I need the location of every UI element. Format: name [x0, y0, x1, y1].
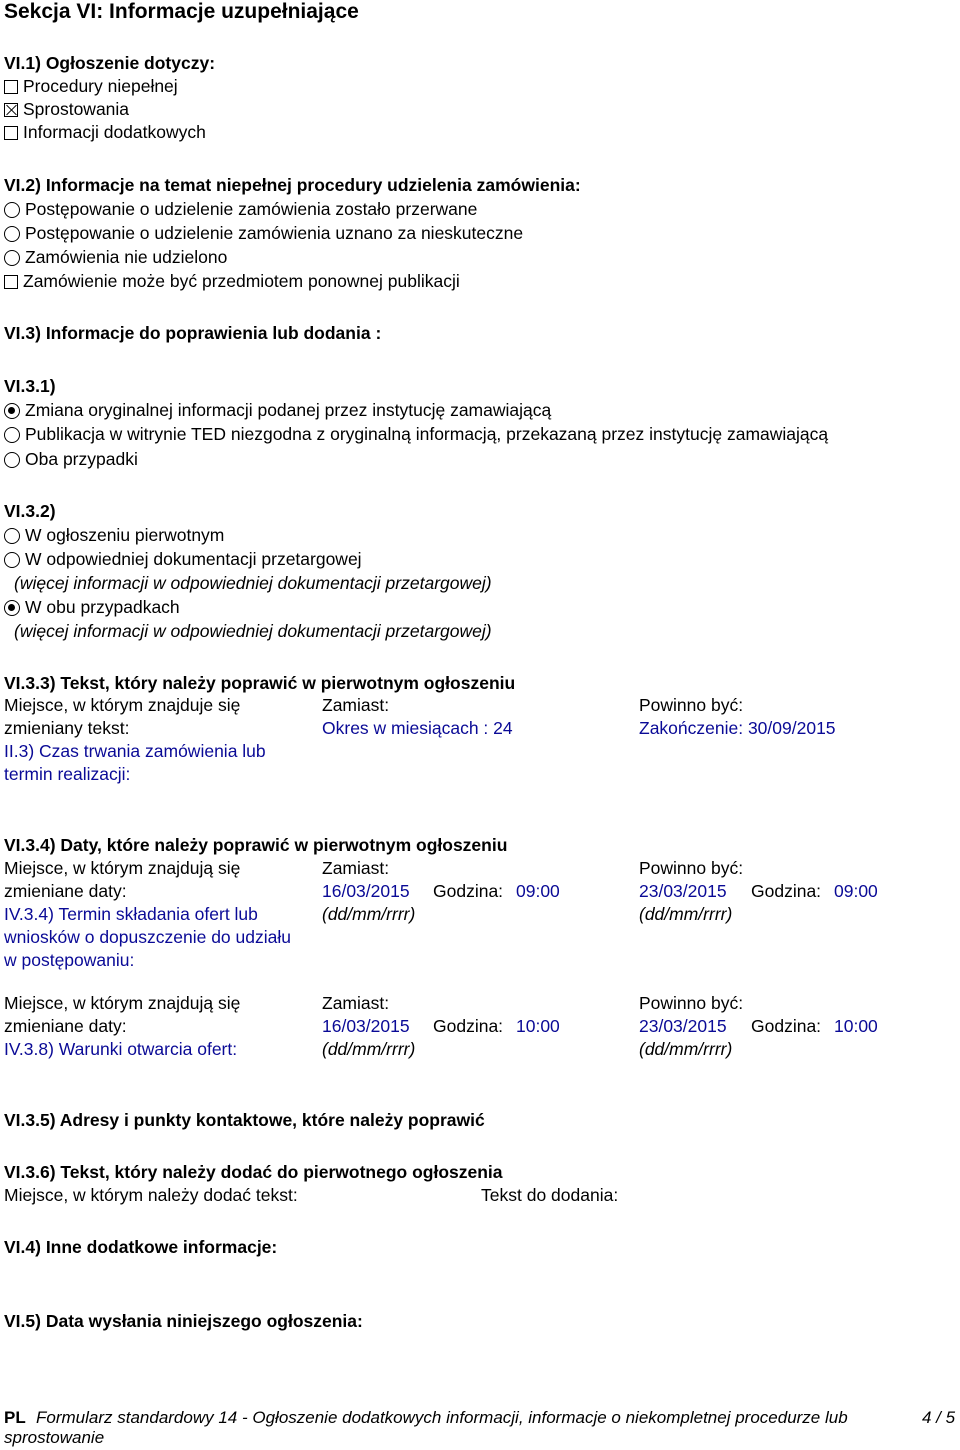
option-label: W ogłoszeniu pierwotnym: [25, 525, 225, 545]
vi34-should-label: Powinno być:: [639, 993, 744, 1013]
vi36-heading: VI.3.6) Tekst, który należy dodać do pierwotnego ogłoszenia: [4, 1162, 503, 1182]
vi36-place-label: Miejsce, w którym należy dodać tekst:: [4, 1185, 298, 1205]
vi34-place-value: IV.3.8) Warunki otwarcia ofert:: [4, 1039, 238, 1059]
vi34-time-label: Godzina:: [751, 881, 822, 901]
option-label: W odpowiedniej dokumentacji przetargowej: [25, 549, 362, 569]
vi34-date-format: (dd/mm/rrrr): [322, 1039, 416, 1059]
vi2-heading: VI.2) Informacje na temat niepełnej procedury udzielenia zamówienia:: [4, 175, 581, 195]
checkbox-empty-icon: [4, 126, 18, 140]
vi33-place-label: Miejsce, w którym znajduje się: [4, 695, 241, 715]
radio-checked-icon: [4, 600, 20, 616]
vi2-option-nieskuteczne[interactable]: [4, 222, 523, 246]
option-label: Zmiana oryginalnej informacji podanej przez instytucję zamawiającą: [25, 400, 552, 420]
vi32-option-pierwotne[interactable]: [4, 524, 224, 548]
vi36-text-label: Tekst do dodania:: [481, 1185, 619, 1205]
vi34-heading: VI.3.4) Daty, które należy poprawić w pierwotnym ogłoszeniu: [4, 835, 508, 855]
radio-empty-icon: [4, 226, 20, 242]
vi34-place-label: zmieniane daty:: [4, 881, 127, 901]
vi34-place-label: zmieniane daty:: [4, 1016, 127, 1036]
option-label: Postępowanie o udzielenie zamówienia zostało przerwane: [25, 199, 478, 219]
vi33-should-value: Zakończenie: 30/09/2015: [639, 718, 836, 738]
footer-form-title: sprostowanie: [4, 1428, 105, 1447]
vi32-option-obu[interactable]: [4, 596, 180, 620]
vi34-place-value: w postępowaniu:: [4, 950, 135, 970]
vi34-date-format: (dd/mm/rrrr): [322, 904, 416, 924]
vi34-should-date: 23/03/2015: [639, 1016, 727, 1036]
footer-page-number: 4 / 5: [922, 1408, 956, 1427]
checkbox-empty-icon: [4, 80, 18, 94]
radio-empty-icon: [4, 250, 20, 266]
vi34-place-value: IV.3.4) Termin składania ofert lub: [4, 904, 258, 924]
vi34-place-label: Miejsce, w którym znajdują się: [4, 858, 241, 878]
footer-form-title: Formularz standardowy 14 - Ogłoszenie dodatkowych informacji, informacje o niekompletnej procedurze lub: [36, 1408, 848, 1427]
radio-checked-icon: [4, 403, 20, 419]
radio-empty-icon: [4, 427, 20, 443]
vi34-instead-time: 10:00: [516, 1016, 560, 1036]
vi33-should-label: Powinno być:: [639, 695, 744, 715]
vi33-place-value: II.3) Czas trwania zamówienia lub: [4, 741, 266, 761]
vi32-heading: VI.3.2): [4, 501, 56, 521]
vi34-place-value: wniosków o dopuszczenie do udziału: [4, 927, 291, 947]
vi31-option-zmiana[interactable]: [4, 399, 551, 423]
vi1-heading: VI.1) Ogłoszenie dotyczy:: [4, 53, 216, 73]
vi1-option-procedury[interactable]: [4, 75, 178, 99]
vi34-instead-time: 09:00: [516, 881, 560, 901]
vi34-instead-label: Zamiast:: [322, 858, 390, 878]
radio-empty-icon: [4, 552, 20, 568]
radio-empty-icon: [4, 452, 20, 468]
vi32-note: (więcej informacji w odpowiedniej dokumentacji przetargowej): [14, 573, 492, 593]
vi34-date-format: (dd/mm/rrrr): [639, 904, 733, 924]
option-label: Informacji dodatkowych: [23, 122, 206, 142]
option-label: Zamówienie może być przedmiotem ponownej publikacji: [23, 271, 460, 291]
vi33-instead-label: Zamiast:: [322, 695, 390, 715]
vi2-option-przerwane[interactable]: [4, 198, 477, 222]
vi31-heading: VI.3.1): [4, 376, 56, 396]
radio-empty-icon: [4, 202, 20, 218]
vi34-instead-label: Zamiast:: [322, 993, 390, 1013]
vi2-option-ponowna-publikacja[interactable]: [4, 270, 460, 294]
vi33-place-value: termin realizacji:: [4, 764, 131, 784]
vi5-heading: VI.5) Data wysłania niniejszego ogłoszenia:: [4, 1311, 363, 1331]
option-label: W obu przypadkach: [25, 597, 180, 617]
option-label: Procedury niepełnej: [23, 76, 178, 96]
vi33-heading: VI.3.3) Tekst, który należy poprawić w pierwotnym ogłoszeniu: [4, 673, 516, 693]
checkbox-empty-icon: [4, 275, 18, 289]
option-label: Sprostowania: [23, 99, 130, 119]
option-label: Publikacja w witrynie TED niezgodna z oryginalną informacją, przekazaną przez instytucję zamawiającą: [25, 424, 829, 444]
vi4-heading: VI.4) Inne dodatkowe informacje:: [4, 1237, 278, 1257]
vi33-place-label: zmieniany tekst:: [4, 718, 130, 738]
vi32-note: (więcej informacji w odpowiedniej dokumentacji przetargowej): [14, 621, 492, 641]
option-label: Postępowanie o udzielenie zamówienia uznano za nieskuteczne: [25, 223, 524, 243]
vi34-should-time: 09:00: [834, 881, 878, 901]
vi1-option-informacji[interactable]: [4, 121, 206, 145]
vi34-time-label: Godzina:: [751, 1016, 822, 1036]
vi2-option-nie-udzielono[interactable]: [4, 246, 227, 270]
vi31-option-ted[interactable]: [4, 423, 828, 447]
vi34-instead-date: 16/03/2015: [322, 881, 410, 901]
vi1-option-sprostowania[interactable]: [4, 98, 129, 122]
vi34-time-label: Godzina:: [433, 881, 504, 901]
vi3-heading: VI.3) Informacje do poprawienia lub dodania :: [4, 323, 382, 343]
footer-language: PL: [4, 1408, 26, 1427]
section-title: Sekcja VI: Informacje uzupełniające: [4, 0, 359, 23]
vi32-option-dokumentacja[interactable]: [4, 548, 362, 572]
option-label: Oba przypadki: [25, 449, 138, 469]
option-label: Zamówienia nie udzielono: [25, 247, 228, 267]
vi34-time-label: Godzina:: [433, 1016, 504, 1036]
radio-empty-icon: [4, 528, 20, 544]
vi34-place-label: Miejsce, w którym znajdują się: [4, 993, 241, 1013]
vi35-heading: VI.3.5) Adresy i punkty kontaktowe, które należy poprawić: [4, 1110, 485, 1130]
vi33-instead-value: Okres w miesiącach : 24: [322, 718, 513, 738]
vi34-should-time: 10:00: [834, 1016, 878, 1036]
vi34-should-date: 23/03/2015: [639, 881, 727, 901]
vi31-option-oba[interactable]: [4, 448, 138, 472]
checkbox-checked-icon: [4, 103, 18, 117]
vi34-should-label: Powinno być:: [639, 858, 744, 878]
vi34-date-format: (dd/mm/rrrr): [639, 1039, 733, 1059]
vi34-instead-date: 16/03/2015: [322, 1016, 410, 1036]
